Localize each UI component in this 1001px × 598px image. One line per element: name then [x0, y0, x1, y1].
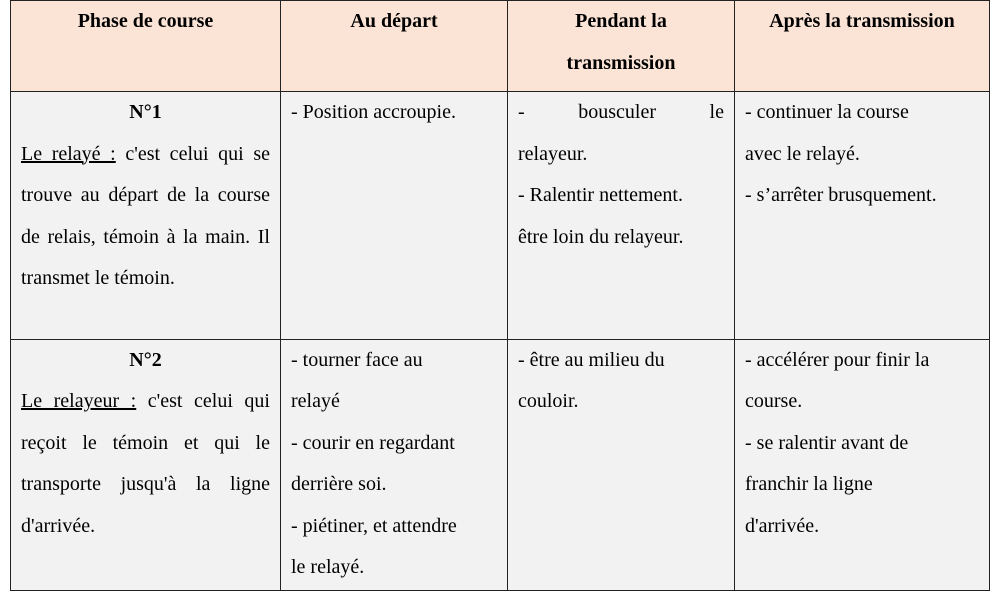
role-description: c'est celui qui se trouve au départ de la course de relais, témoin à la main. Il transmet le témoin. — [21, 142, 271, 289]
apres-cell: - accélérer pour finir la course. - se ralentir avant de franchir la ligne d'arrivée. — [735, 339, 990, 590]
header-row — [11, 1, 990, 92]
table-row — [11, 339, 990, 590]
depart-cell: - Position accroupie. — [281, 92, 508, 340]
phase-number: N°2 — [129, 348, 162, 371]
header-phase: Phase de course — [11, 1, 281, 92]
header-apres: Après la transmission — [735, 1, 990, 92]
phase-number: N°1 — [129, 101, 162, 123]
depart-cell: - tourner face au relayé - courir en regardant derrière soi. - piétiner, et attendre le relayé. — [281, 339, 508, 590]
pendant-cell: - bousculer le relayeur. - Ralentir nettement. être loin du relayeur. — [508, 92, 735, 340]
header-depart: Au départ — [281, 1, 508, 92]
role-description: c'est celui qui reçoit le témoin et qui le transporte jusqu'à la ligne d'arrivée. — [21, 390, 270, 537]
table-row — [11, 92, 990, 340]
role-label: Le relayé : — [21, 142, 116, 165]
phase-cell — [11, 92, 281, 340]
pendant-cell: - être au milieu du couloir. — [508, 339, 735, 590]
role-label: Le relayeur : — [21, 390, 137, 413]
apres-cell: - continuer la course avec le relayé. - s’arrêter brusquement. — [735, 92, 990, 340]
relay-phases-table — [10, 0, 990, 591]
header-pendant: Pendant la transmission — [508, 1, 735, 92]
phase-cell — [11, 339, 281, 590]
